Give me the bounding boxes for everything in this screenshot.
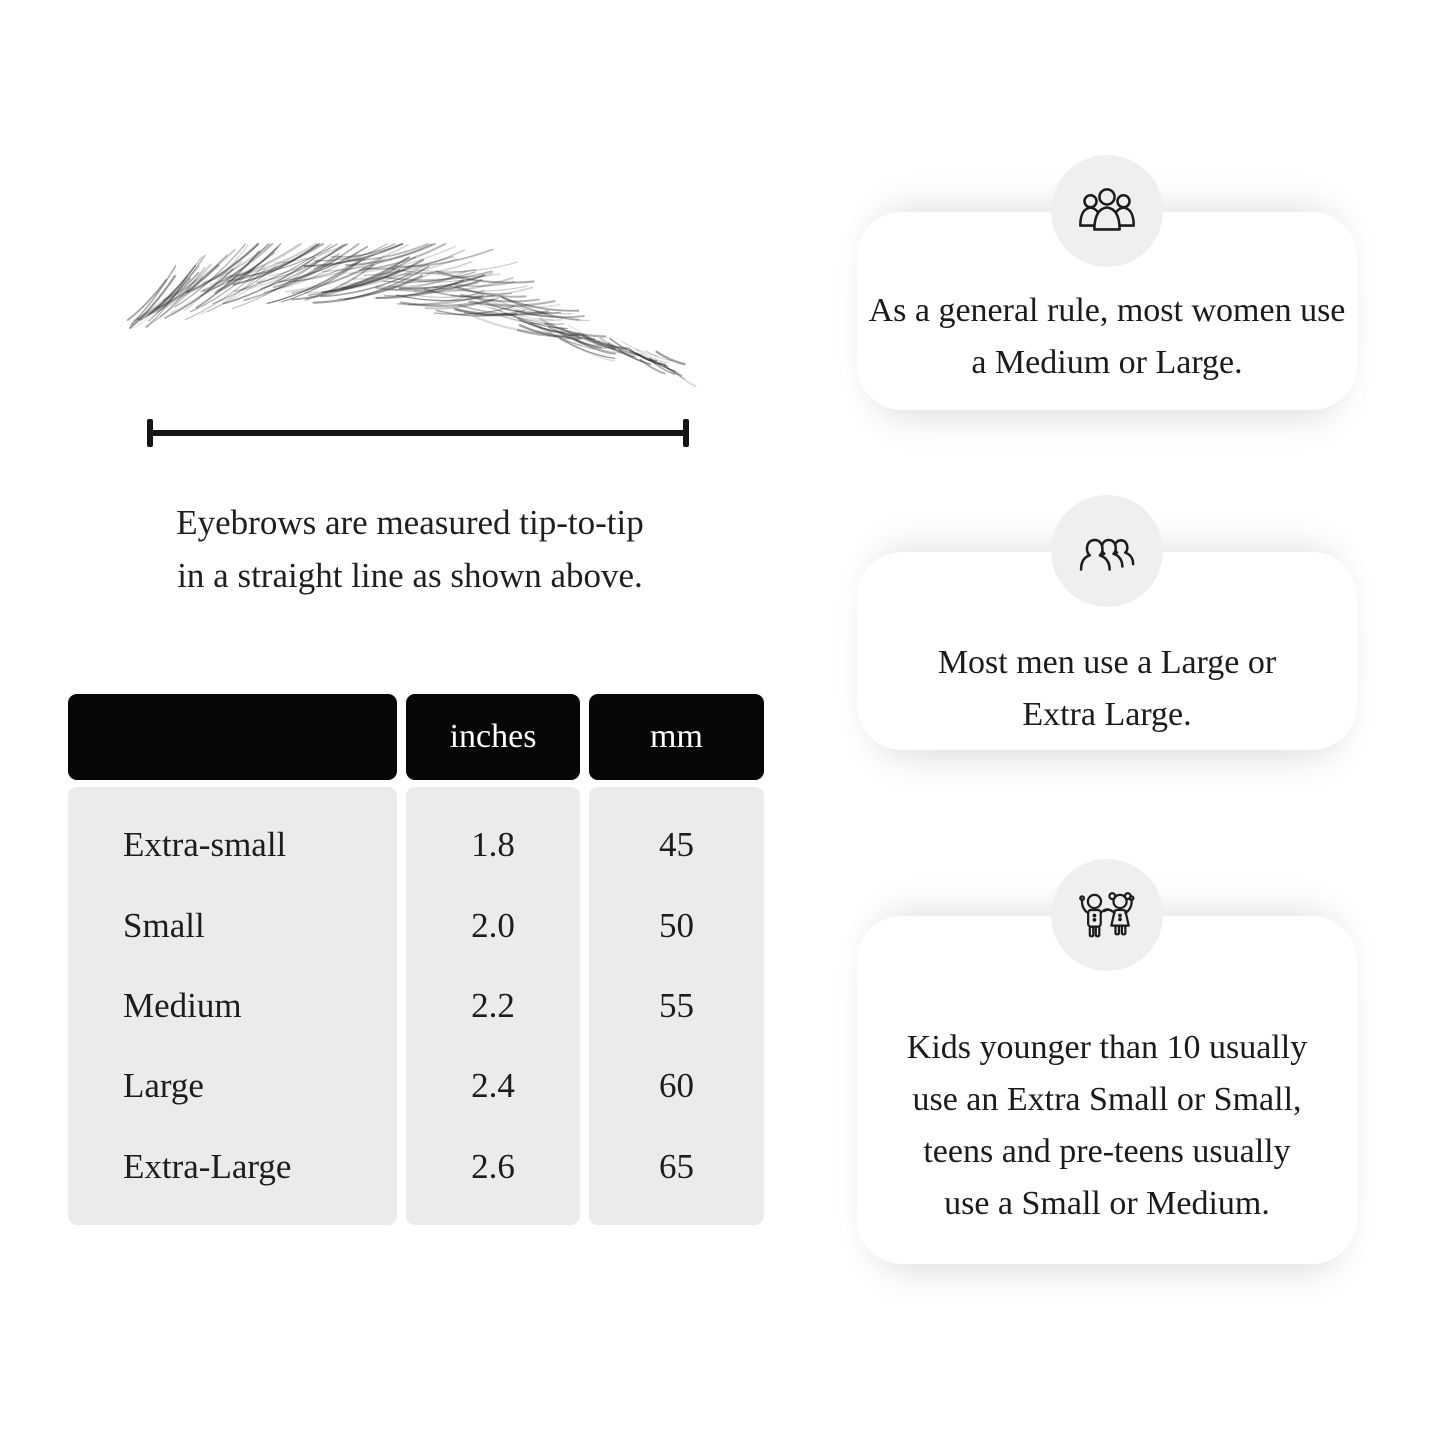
- caption-line-2: in a straight line as shown above.: [177, 556, 643, 595]
- measurement-tick-right: [683, 419, 689, 447]
- measurement-tick-left: [147, 419, 153, 447]
- measurement-line: [150, 430, 686, 436]
- table-row-label: Extra-small: [123, 825, 287, 865]
- size-label-column: [68, 787, 397, 1225]
- header-cell-size: [68, 694, 397, 780]
- table-cell-inches: 2.4: [471, 1066, 515, 1106]
- card-men-text: Most men use a Large or Extra Large.: [937, 644, 1277, 733]
- header-cell-mm: mm: [589, 694, 764, 780]
- table-cell-mm: 45: [659, 825, 694, 865]
- card-women-text: As a general rule, most women use a Medium or Large.: [868, 292, 1346, 381]
- card-women-badge: [1051, 155, 1163, 267]
- men-group-icon: [1074, 523, 1140, 579]
- table-cell-mm: 60: [659, 1066, 694, 1106]
- table-cell-inches: 2.6: [471, 1146, 515, 1186]
- kids-icon: [1074, 887, 1140, 943]
- table-row-label: Medium: [123, 985, 242, 1025]
- card-kids: [857, 916, 1357, 1264]
- card-women: [857, 212, 1357, 410]
- table-row-label: Small: [123, 905, 205, 945]
- card-kids-badge: [1051, 859, 1163, 971]
- women-group-icon: [1074, 183, 1140, 239]
- header-cell-inches: inches: [406, 694, 580, 780]
- table-cell-mm: 55: [659, 985, 694, 1025]
- eyebrow-illustration: [108, 228, 708, 400]
- table-row-label: Extra-Large: [123, 1146, 292, 1186]
- card-men: [857, 552, 1357, 750]
- inches-column: [406, 787, 580, 1225]
- table-cell-inches: 1.8: [471, 825, 515, 865]
- size-table-header-row: [68, 694, 764, 780]
- card-kids-text: Kids younger than 10 usually use an Extra Small or Small, teens and pre-teens usually use a Small or Medium.: [906, 1029, 1308, 1222]
- table-cell-mm: 50: [659, 905, 694, 945]
- size-table-body: [68, 787, 764, 1225]
- size-table: [68, 694, 764, 1225]
- measurement-caption: [108, 496, 712, 602]
- table-row-label: Large: [123, 1066, 204, 1106]
- caption-line-1: Eyebrows are measured tip-to-tip: [176, 503, 644, 542]
- table-cell-inches: 2.2: [471, 985, 515, 1025]
- table-cell-mm: 65: [659, 1146, 694, 1186]
- card-men-badge: [1051, 495, 1163, 607]
- mm-column: [589, 787, 764, 1225]
- table-cell-inches: 2.0: [471, 905, 515, 945]
